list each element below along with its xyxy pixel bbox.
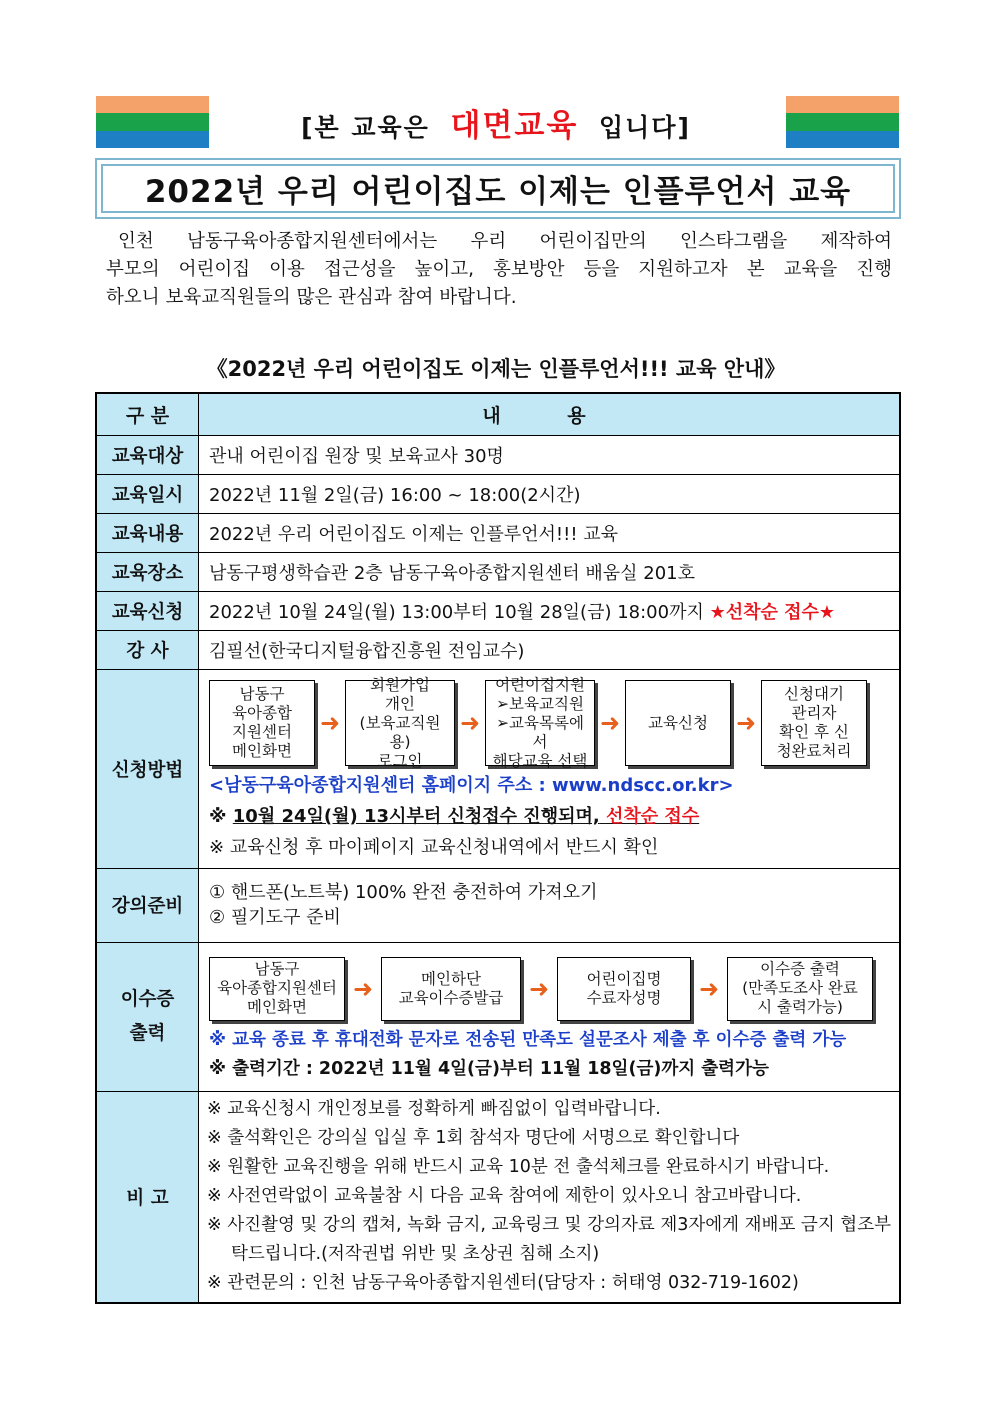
flow-step: 어린이집지원 ➢보육교직원 ➢교육목록에서 해당교육 선택 — [485, 680, 595, 766]
title-box — [95, 158, 901, 219]
remark-item: ※ 사전연락없이 교육불참 시 다음 교육 참여에 제한이 있사오니 참고바랍니다. — [207, 1186, 802, 1207]
flow-step: 이수증 출력 (만족도조사 완료 시 출력가능) — [727, 957, 873, 1021]
apply-notice — [209, 801, 889, 832]
table-row-remarks — [96, 1091, 900, 1303]
table-row — [96, 630, 900, 669]
page-title: 2022년 우리 어린이집도 이제는 인플루언서 교육 — [101, 164, 895, 213]
row-value: 2022년 11월 2일(금) 16:00 ~ 18:00(2시간) — [199, 474, 901, 513]
intro-line: 하오니 보육교직원들의 많은 관심과 참여 바랍니다. — [106, 287, 517, 308]
banner-prefix: [본 교육은 — [301, 113, 430, 142]
row-label: 교육신청 — [96, 591, 199, 630]
apply-period: 2022년 10월 24일(월) 13:00부터 10월 28일(금) 18:00까지 — [209, 601, 704, 623]
remark-item: ※ 관련문의 : 인천 남동구육아종합지원센터(담당자 : 허태영 032-719-1602) — [207, 1273, 799, 1294]
row-label: 이수증 출력 — [96, 942, 199, 1091]
row-label: 교육장소 — [96, 552, 199, 591]
arrow-right-icon: ➜ — [528, 974, 550, 1003]
remark-item: ※ 교육신청시 개인정보를 정확하게 빠짐없이 입력바랍니다. — [207, 1099, 661, 1120]
banner-highlight: 대면교육 — [450, 108, 579, 144]
row-label: 교육대상 — [96, 435, 199, 474]
table-row — [96, 552, 900, 591]
notice-mark: ※ — [209, 806, 233, 827]
table-row — [96, 474, 900, 513]
section-heading: 《2022년 우리 어린이집도 이제는 인플루언서!!! 교육 안내》 — [206, 357, 786, 381]
arrow-right-icon: ➜ — [599, 709, 621, 737]
intro-line: 부모의 어린이집 이용 접근성을 높이고, 홍보방안 등을 지원하고자 본 교육을 진행 — [106, 259, 892, 280]
table-row — [96, 435, 900, 474]
row-label: 강의준비 — [96, 868, 199, 942]
homepage-address: <남동구육아종합지원센터 홈페이지 주소 : www.ndscc.or.kr> — [209, 775, 734, 796]
row-value — [199, 591, 901, 630]
remark-item: ※ 원활한 교육진행을 위해 반드시 교육 10분 전 출석체크를 완료하시기 바랍니다. — [207, 1157, 830, 1178]
apply-flow — [209, 675, 889, 770]
notice-main — [233, 806, 699, 827]
prep-item: ① 핸드폰(노트북) 100% 완전 충전하여 가져오기 — [209, 882, 598, 903]
row-value: 김필선(한국디지털융합진흥원 전임교수) — [199, 630, 901, 669]
flow-step: 신청대기 관리자 확인 후 신 청완료처리 — [761, 680, 867, 766]
table-row-prep — [96, 868, 900, 942]
flow-step: 남동구 육아종합지원센터 메인화면 — [209, 957, 345, 1021]
row-label: 강 사 — [96, 630, 199, 669]
arrow-right-icon: ➜ — [459, 709, 481, 737]
row-label: 신청방법 — [96, 669, 199, 868]
row-label: 교육내용 — [96, 513, 199, 552]
row-label: 교육일시 — [96, 474, 199, 513]
header-col-category: 구 분 — [96, 393, 199, 435]
table-row-method — [96, 669, 900, 868]
row-value — [199, 669, 901, 868]
notice-main-text: 10월 24일(월) 13시부터 신청접수 진행되며, — [232, 806, 600, 827]
cert-notice-period: ※ 출력기간 : 2022년 11월 4일(금)부터 11월 18일(금)까지 출력가능 — [209, 1058, 769, 1079]
row-value: 2022년 우리 어린이집도 이제는 인플루언서!!! 교육 — [199, 513, 901, 552]
table-row-cert — [96, 942, 900, 1091]
table-header-row — [96, 393, 900, 435]
info-table — [95, 392, 901, 1304]
row-value: 남동구평생학습관 2층 남동구육아종합지원센터 배움실 201호 — [199, 552, 901, 591]
flow-step: 교육신청 — [625, 680, 731, 766]
first-come-badge: ★선착순 접수★ — [709, 601, 836, 623]
intro-line: 인천 남동구육아종합지원센터에서는 우리 어린이집만의 인스타그램을 제작하여 — [118, 231, 892, 252]
arrow-right-icon: ➜ — [352, 974, 374, 1003]
face-to-face-banner — [0, 100, 992, 145]
table-row — [96, 513, 900, 552]
table-row — [96, 591, 900, 630]
cert-notice-survey: ※ 교육 종료 후 휴대전화 문자로 전송된 만족도 설문조사 제출 후 이수증 출력 가능 — [209, 1029, 847, 1050]
flow-step: 메인하단 교육이수증발급 — [381, 957, 521, 1021]
cert-flow — [209, 957, 889, 1021]
arrow-right-icon: ➜ — [735, 709, 757, 737]
flow-step: 회원가입 개인 (보육교직원용) 로그인 — [345, 680, 455, 766]
prep-item: ② 필기도구 준비 — [209, 907, 341, 928]
notice-first-come: 선착순 접수 — [605, 806, 700, 827]
flow-step: 어린이집명 수료자성명 — [557, 957, 691, 1021]
banner-suffix: 입니다] — [599, 113, 691, 142]
arrow-right-icon: ➜ — [319, 709, 341, 737]
header-col-content: 내 용 — [199, 393, 901, 435]
check-notice: ※ 교육신청 후 마이페이지 교육신청내역에서 반드시 확인 — [209, 837, 659, 858]
row-value: 관내 어린이집 원장 및 보육교사 30명 — [199, 435, 901, 474]
row-value — [199, 942, 901, 1091]
remark-item: ※ 출석확인은 강의실 입실 후 1회 참석자 명단에 서명으로 확인합니다 — [207, 1128, 740, 1149]
intro-paragraph — [106, 228, 892, 312]
row-label: 비 고 — [96, 1091, 199, 1303]
flow-step: 남동구 육아종합 지원센터 메인화면 — [209, 680, 315, 766]
row-value — [199, 1091, 901, 1303]
remark-item: ※ 사진촬영 및 강의 캡쳐, 녹화 금지, 교육링크 및 강의자료 제3자에게 재배포 금지 협조부탁드립니다.(저작권법 위반 및 초상권 침해 소지) — [207, 1215, 892, 1265]
row-value — [199, 868, 901, 942]
arrow-right-icon: ➜ — [698, 974, 720, 1003]
